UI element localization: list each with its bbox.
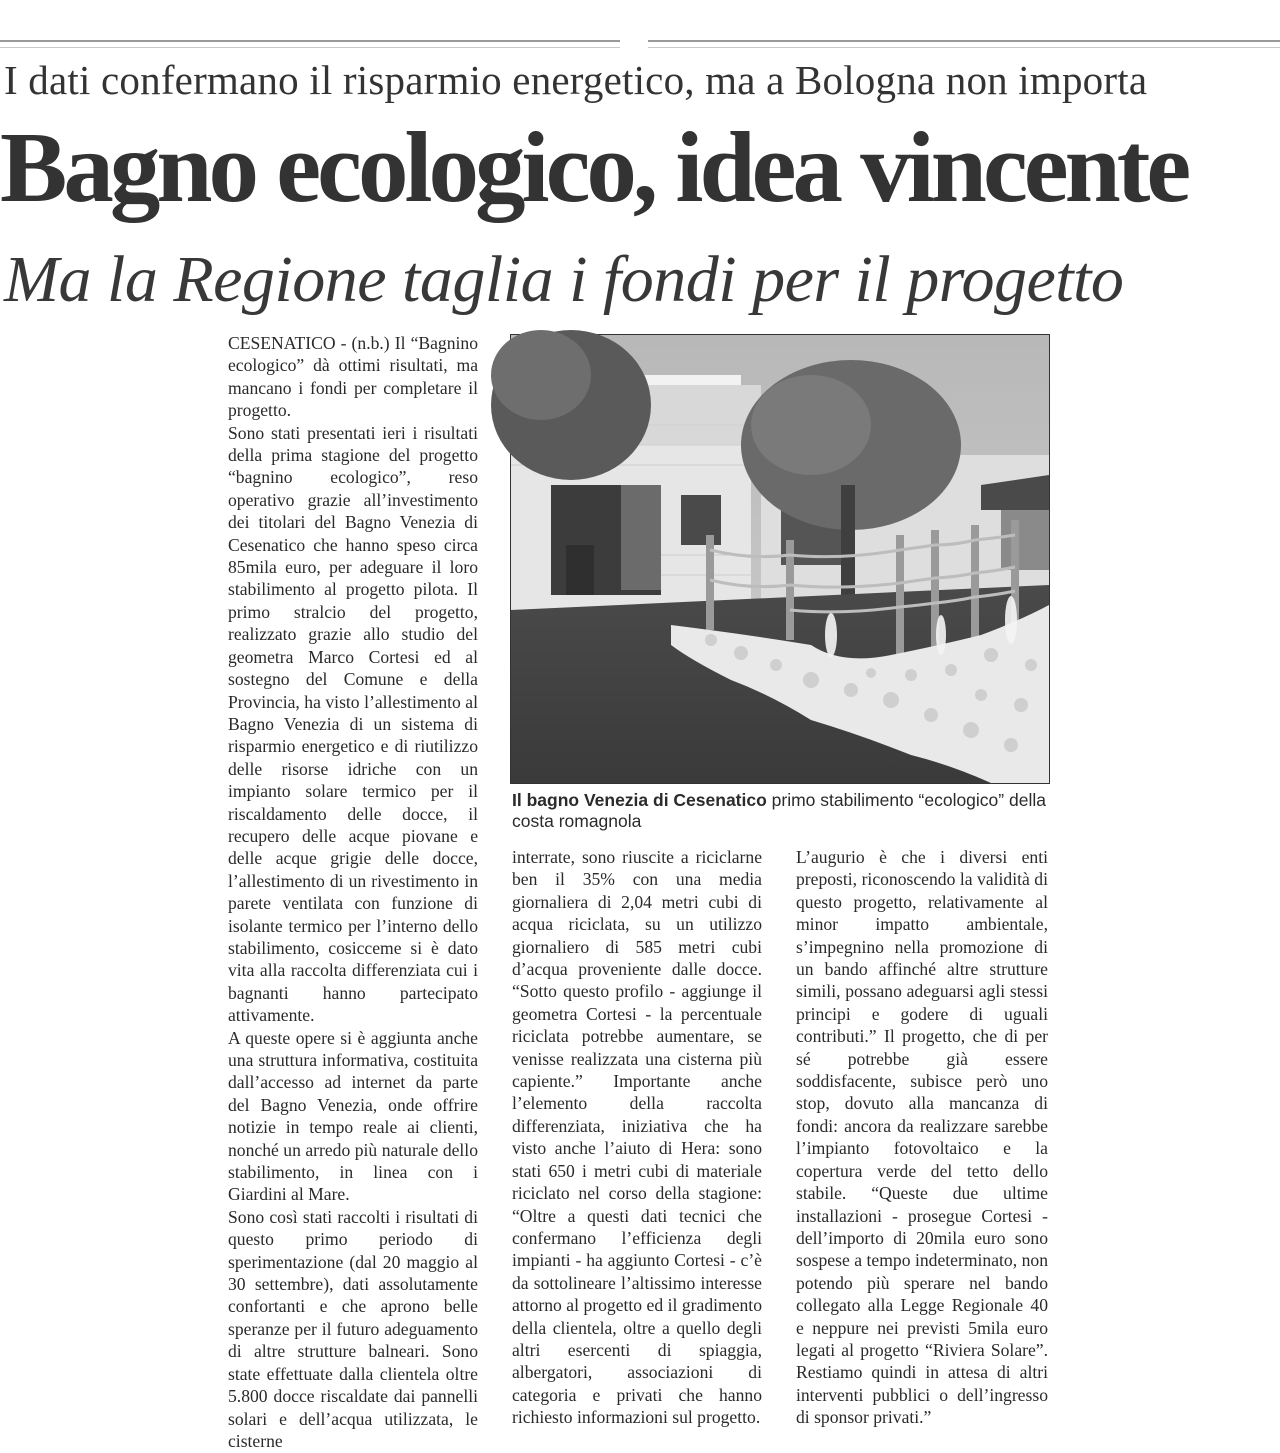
photo-caption-bold: Il bagno Venezia di Cesenatico	[512, 790, 767, 810]
column-1-paragraph: A queste opere si è aggiunta anche una struttura informativa, costituita dall’accesso ad internet da parte del Bagno Venezia, onde offrire notizie in tempo reale ai clienti, nonché un arredo più naturale dello stabilimento, in linea con i Giardini al Mare.	[228, 1027, 478, 1205]
article-column-3	[796, 846, 1048, 1428]
photo-caption	[512, 790, 1052, 832]
beach-establishment-photo	[511, 335, 1049, 783]
column-1-paragraph: CESENATICO - (n.b.) Il “Bagnino ecologico” dà ottimi risultati, ma mancano i fondi per completare il progetto.	[228, 333, 478, 421]
article-headline: Bagno ecologico, idea vincente	[0, 111, 1188, 223]
article-column-1	[228, 332, 478, 1451]
column-3-paragraph: L’augurio è che i diversi enti preposti, riconoscendo la validità di questo progetto, relativamente al minor impatto ambientale, s’impegnino nella promozione di un bando affinché altre strutture simili, possano adeguarsi agli stessi principi e godere di uguali contributi.” Il progetto, che di per sé potrebbe già essere soddisfacente, subisce però uno stop, dovuto alla mancanza di fondi: ancora da realizzare sarebbe l’impianto fotovoltaico e la copertura verde del tetto dello stabile. “Queste due ultime installazioni - prosegue Cortesi - dell’importo di 20mila euro sono sospese a tempo indeterminato, non potendo più sperare nel bando collegato alla Legge Regionale 40 e neppure nei previsti 5mila euro legati al progetto “Riviera Solare”. Restiamo quindi in attesa di altri interventi pubblici o dell’ingresso di sponsor privati.”	[796, 847, 1048, 1428]
column-1-paragraph: Sono stati presentati ieri i risultati della prima stagione del progetto “bagnino ecologico”, reso operativo grazie all’investimento dei titolari del Bagno Venezia di Cesenatico che hanno speso circa 85mila euro, per adeguare il loro stabilimento al progetto pilota. Il primo stralcio del progetto, realizzato grazie allo studio del geometra Marco Cortesi ed al sostegno del Comune e della Provincia, ha visto l’allestimento al Bagno Venezia di un sistema di risparmio energetico e di riutilizzo delle risorse idriche con un impianto solare termico per il riscaldamento delle docce, il recupero delle acque piovane e delle acque grigie delle docce, l’allestimento di un rivestimento in parete ventilata con funzione di isolante termico per l’interno dello stabilimento, cosicceme si è dato vita alla raccolta differenziata cui i bagnanti hanno partecipato attivamente.	[228, 422, 478, 1026]
top-rule-gap	[620, 36, 648, 50]
article-photo	[510, 334, 1050, 784]
article-column-2	[512, 846, 762, 1428]
column-1-paragraph: Sono così stati raccolti i risultati di questo primo periodo di sperimentazione (dal 20 maggio al 30 settembre), dati assolutamente confortanti e che aprono belle speranze per il futuro adeguamento di altre strutture balneari. Sono state effettuate dalla clientela oltre 5.800 docce riscaldate dai pannelli solari e dell’acqua utilizzata, le cisterne	[228, 1206, 478, 1451]
column-2-paragraph: interrate, sono riuscite a riciclarne ben il 35% con una media giornaliera di 2,04 metri cubi di acqua riciclata, su un utilizzo giornaliero di 585 metri cubi d’acqua proveniente dalle docce. “Sotto questo profilo - aggiunge il geometra Cortesi - la percentuale riciclata potrebbe aumentare, se venisse realizzata una cisterna più capiente.” Importante anche l’elemento della raccolta differenziata, iniziativa che ha visto anche l’aiuto di Hera: sono stati 650 i metri cubi di materiale riciclato nel corso della stagione: “Oltre a questi dati tecnici che confermano l’efficienza degli impianti - ha aggiunto Cortesi - c’è da sottolineare l’altissimo interesse attorno al progetto ed il gradimento della clientela, oltre a quello degli altri esercenti di spiaggia, albergatori, associazioni di categoria e privati che hanno richiesto informazioni sul progetto.	[512, 847, 762, 1428]
photo-caption-text: primo stabilimento “ecologico” della costa romagnola	[512, 790, 1046, 831]
clipped-neighbor-column	[0, 330, 14, 1430]
article-kicker: I dati confermano il risparmio energetico, ma a Bologna non importa	[4, 57, 1148, 103]
article-subhead: Ma la Regione taglia i fondi per il progetto	[4, 243, 1124, 316]
